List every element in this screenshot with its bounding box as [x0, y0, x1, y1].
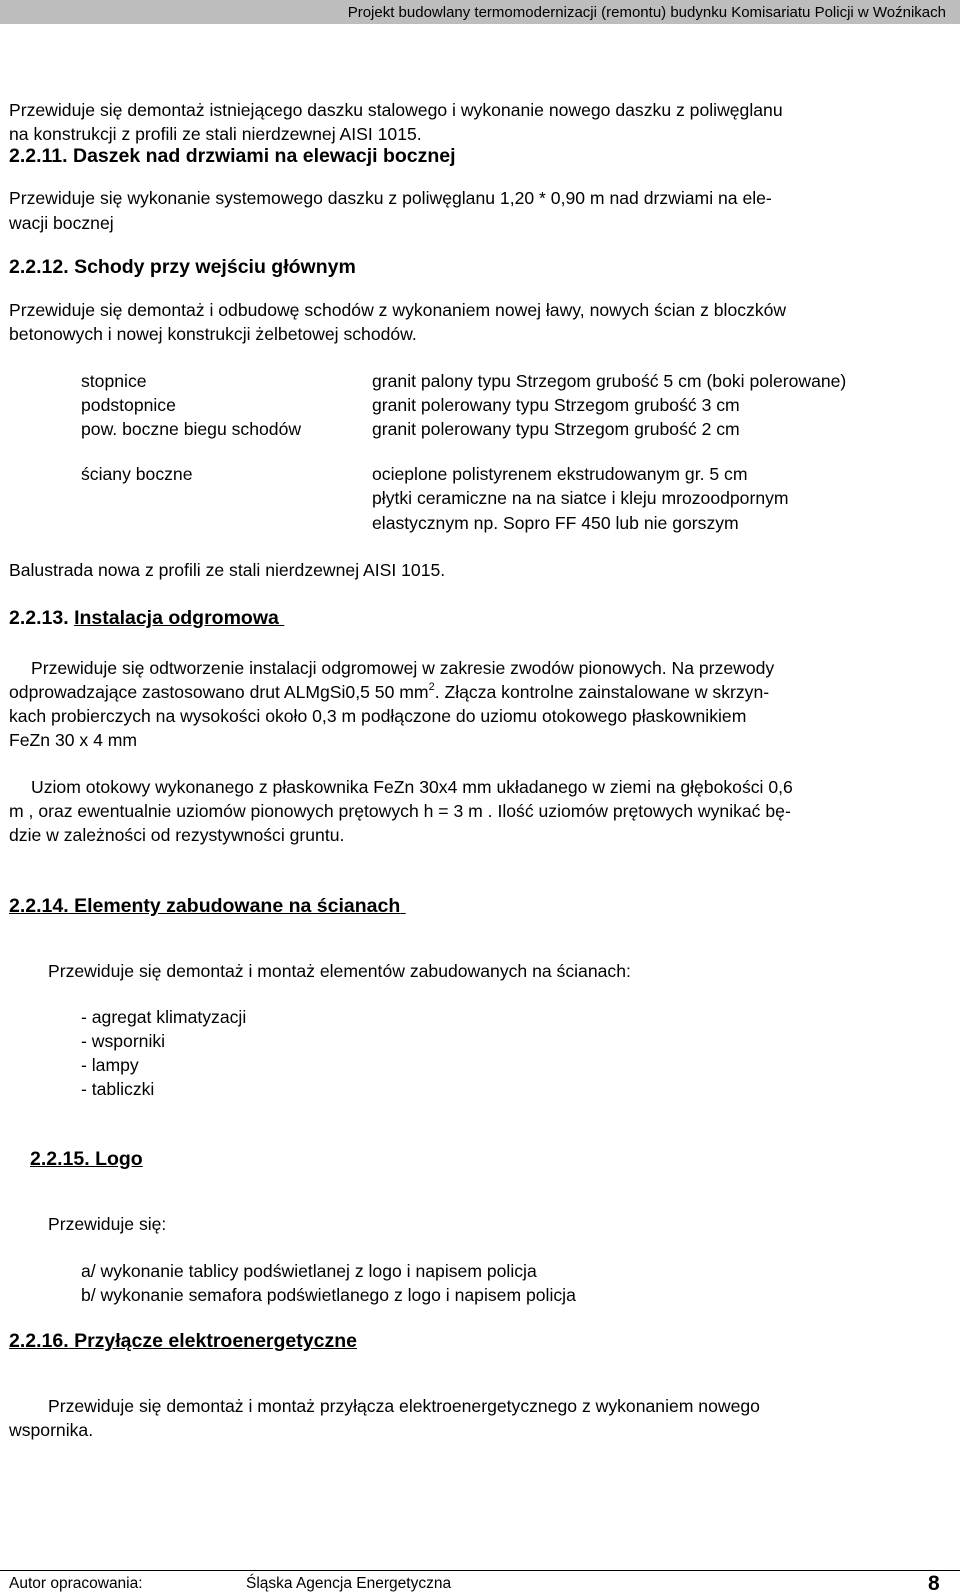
section-title: Schody przy wejściu głównym — [74, 256, 356, 278]
section-title: Instalacja odgromowa — [74, 607, 279, 629]
page-number: 8 — [928, 1572, 940, 1595]
section-number: 2.2.15. — [30, 1148, 90, 1170]
stairs-value-stopnice: granit palony typu Strzegom grubość 5 cm (boki polerowane) — [372, 371, 847, 391]
s11-line-2: wacji bocznej — [9, 213, 114, 233]
s13-p2-line-3: dzie w zależności od rezystywności gruntu. — [9, 825, 345, 845]
intro-line-2: na konstrukcji z profili ze stali nierdzewnej AISI 1015. — [9, 124, 422, 144]
footer-author-label: Autor opracowania: — [9, 1575, 143, 1592]
section-2-2-11-heading — [9, 145, 456, 168]
s13-p1-line-2 — [9, 680, 769, 704]
stairs-value-sciany-3: elastycznym np. Sopro FF 450 lub nie gorszym — [372, 513, 739, 533]
s15-item-b: b/ wykonanie semafora podświetlanego z logo i napisem policja — [81, 1285, 576, 1305]
stairs-label-sciany-boczne: ściany boczne — [81, 464, 193, 484]
s13-p1-line-4: FeZn 30 x 4 mm — [9, 730, 138, 750]
header-title: Projekt budowlany termomodernizacji (remontu) budynku Komisariatu Policji w Woźnikach — [347, 4, 946, 21]
header-bar — [0, 0, 960, 24]
section-2-2-16-heading — [9, 1330, 357, 1353]
section-number: 2.2.14. — [9, 895, 69, 917]
s15-item-a: a/ wykonanie tablicy podświetlanej z logo i napisem policja — [81, 1261, 537, 1281]
stairs-label-pow-boczne: pow. boczne biegu schodów — [81, 419, 302, 439]
section-number: 2.2.13. — [9, 607, 69, 629]
s16-line-2: wspornika. — [9, 1420, 94, 1440]
s14-item: - tabliczki — [81, 1079, 155, 1099]
section-number: 2.2.11. — [9, 145, 68, 167]
section-number: 2.2.12. — [9, 256, 69, 278]
s13-p1-line-2a: odprowadzające zastosowano drut ALMgSi0,5 50 mm — [9, 682, 429, 702]
s13-p1-line-2b: . Złącza kontrolne zainstalowane w skrzyn- — [434, 682, 770, 702]
s12-line-2: betonowych i nowej konstrukcji żelbetowej schodów. — [9, 324, 417, 344]
s13-p2-line-2: m , oraz ewentualnie uziomów pionowych prętowych h = 3 m . Ilość uziomów prętowych wynikać bę- — [9, 801, 791, 821]
s16-line-1: Przewiduje się demontaż i montaż przyłącza elektroenergetycznego z wykonaniem nowego — [48, 1396, 760, 1416]
superscript-2: 2 — [428, 681, 435, 693]
section-title: Daszek nad drzwiami na elewacji bocznej — [72, 145, 456, 167]
s12-line-1: Przewiduje się demontaż i odbudowę schodów z wykonaniem nowej ławy, nowych ścian z bloczków — [9, 300, 787, 320]
section-2-2-12-heading — [9, 256, 356, 279]
s14-item: - agregat klimatyzacji — [81, 1007, 247, 1027]
balustrada-text: Balustrada nowa z profili ze stali nierdzewnej AISI 1015. — [9, 560, 446, 580]
section-title: Logo — [95, 1148, 143, 1170]
stairs-label-podstopnice: podstopnice — [81, 395, 176, 415]
stairs-value-sciany-1: ocieplone polistyrenem ekstrudowanym gr. 5 cm — [372, 464, 748, 484]
s14-intro: Przewiduje się demontaż i montaż elementów zabudowanych na ścianach: — [48, 961, 631, 981]
section-number: 2.2.16. — [9, 1330, 69, 1352]
s15-intro: Przewiduje się: — [48, 1214, 167, 1234]
section-title: Elementy zabudowane na ścianach — [74, 895, 401, 917]
section-2-2-15-heading — [30, 1148, 143, 1171]
stairs-value-pow-boczne: granit polerowany typu Strzegom grubość 2 cm — [372, 419, 740, 439]
stairs-value-podstopnice: granit polerowany typu Strzegom grubość 3 cm — [372, 395, 740, 415]
section-2-2-13-heading — [9, 607, 284, 630]
stairs-label-stopnice: stopnice — [81, 371, 147, 391]
stairs-value-sciany-2: płytki ceramiczne na na siatce i kleju mrozoodpornym — [372, 488, 789, 508]
section-title: Przyłącze elektroenergetyczne — [74, 1330, 357, 1352]
intro-line-1: Przewiduje się demontaż istniejącego daszku stalowego i wykonanie nowego daszku z poliwęglanu — [9, 100, 783, 120]
s13-p1-line-3: kach probierczych na wysokości około 0,3 m podłączone do uziomu otokowego płaskownikiem — [9, 706, 747, 726]
s11-line-1: Przewiduje się wykonanie systemowego daszku z poliwęglanu 1,20 * 0,90 m nad drzwiami na ele- — [9, 188, 772, 208]
footer-author: Śląska Agencja Energetyczna — [246, 1575, 452, 1592]
s13-p1-line-1: Przewiduje się odtworzenie instalacji odgromowej w zakresie zwodów pionowych. Na przewody — [31, 658, 775, 678]
s13-p2-line-1: Uziom otokowy wykonanego z płaskownika FeZn 30x4 mm układanego w ziemi na głębokości 0,6 — [31, 777, 793, 797]
footer-rule — [0, 1570, 960, 1571]
s14-item: - wsporniki — [81, 1031, 166, 1051]
s14-item: - lampy — [81, 1055, 139, 1075]
section-2-2-14-heading — [9, 895, 406, 918]
